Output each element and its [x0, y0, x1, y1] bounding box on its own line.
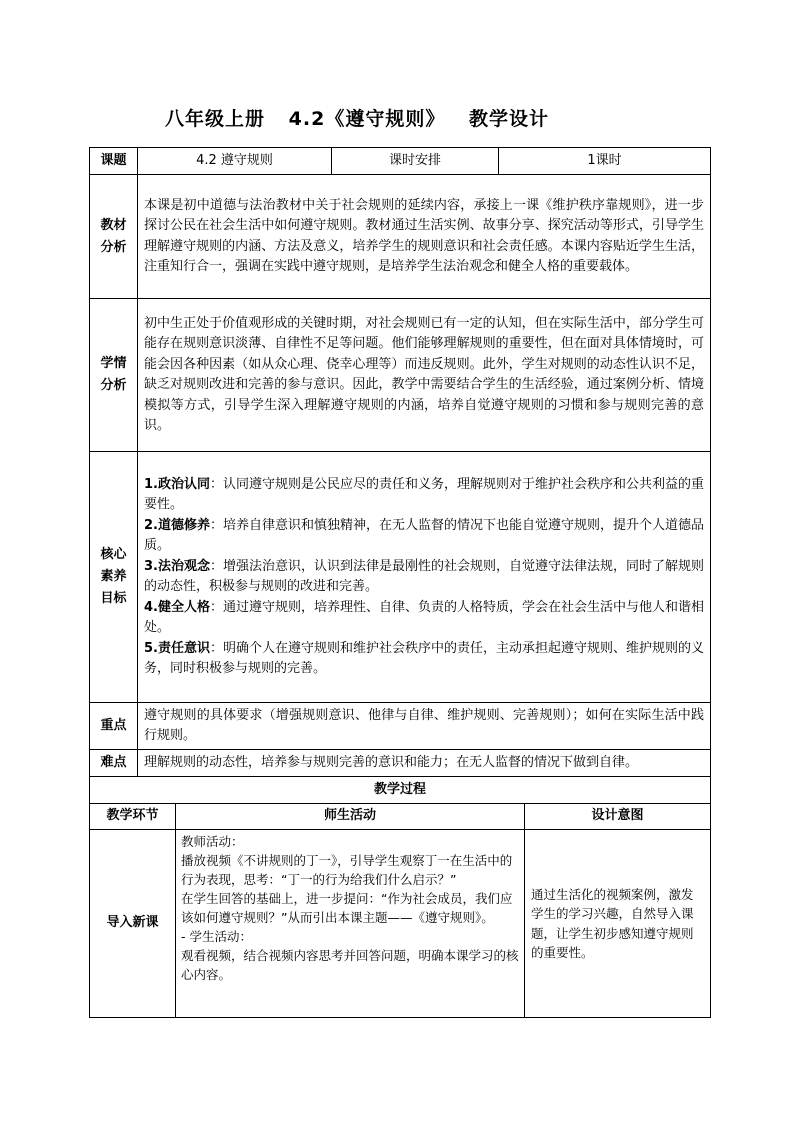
topic-row	[90, 148, 711, 175]
goals-label	[90, 452, 138, 703]
activity-line: 观看视频，结合视频内容思考并回答问题，明确本课学习的核心内容。	[181, 948, 519, 982]
textbook-label-line2: 分析	[100, 239, 127, 255]
process-row	[90, 830, 711, 1018]
key-point-row	[90, 703, 711, 750]
goal-head: 5.责任意识	[144, 640, 210, 656]
goal-head: 1.政治认同	[144, 476, 210, 492]
textbook-label-line1: 教材	[100, 217, 127, 233]
goal-item	[144, 475, 704, 516]
goal-text: ：通过遵守规则，培养理性、自律、负责的人格特质，学会在社会生活中与他人和谐相处。	[144, 599, 704, 635]
activity-line: 教师活动：	[181, 834, 244, 849]
students-label	[90, 299, 138, 452]
schedule-value: 1课时	[499, 148, 711, 175]
goal-text: ：增强法治意识，认识到法律是最刚性的社会规则，自觉遵守法律法规，同时了解规则的动态性，积极参与规则的改进和完善。	[144, 558, 704, 594]
goal-item	[144, 639, 704, 680]
goal-text: ：明确个人在遵守规则和维护社会秩序中的责任，主动承担起遵守规则、维护规则的义务，同时积极参与规则的完善。	[144, 640, 704, 676]
difficulty-text: 理解规则的动态性，培养参与规则完善的意识和能力；在无人监督的情况下做到自律。	[138, 750, 711, 777]
students-label-line2: 分析	[100, 378, 127, 393]
process-header-row	[90, 804, 711, 830]
goal-head: 2.道德修养	[144, 517, 210, 533]
goal-text: ：培养自律意识和慎独精神，在无人监督的情况下也能自觉遵守规则，提升个人道德品质。	[144, 517, 704, 553]
topic-label: 课题	[90, 148, 138, 175]
activity-line: 播放视频《不讲规则的丁一》，引导学生观察丁一在生活中的行为表现，思考：“丁一的行为给我们什么启示？”	[181, 853, 513, 887]
document-title	[0, 104, 714, 131]
process-intent: 通过生活化的视频案例，激发学生的学习兴趣，自然导入课题，让学生初步感知遵守规则的重要性。	[525, 830, 711, 1018]
goals-label-line3: 目标	[100, 591, 127, 606]
activity-line: - 学生活动：	[181, 929, 252, 944]
activity-line: 在学生回答的基础上，进一步提问：“作为社会成员，我们应该如何遵守规则？”从而引出本课主题——《遵守规则》。	[181, 891, 513, 925]
students-row	[90, 299, 711, 452]
goal-item	[144, 557, 704, 598]
goal-item	[144, 516, 704, 557]
process-activity	[176, 830, 525, 1018]
key-point-label: 重点	[90, 703, 138, 750]
title-grade: 八年级上册	[165, 108, 266, 130]
title-suffix: 教学设计	[468, 108, 549, 130]
process-title-row	[90, 777, 711, 804]
textbook-label	[90, 175, 138, 299]
students-label-line1: 学情	[100, 356, 127, 371]
col-intent-header: 设计意图	[525, 804, 711, 830]
goal-head: 4.健全人格	[144, 599, 210, 615]
textbook-row	[90, 175, 711, 299]
topic-value: 4.2 遵守规则	[138, 148, 332, 175]
key-point-text: 遵守规则的具体要求（增强规则意识、他律与自律、维护规则、完善规则）；如何在实际生活中践行规则。	[138, 703, 711, 750]
goals-row	[90, 452, 711, 703]
textbook-text: 本课是初中道德与法治教材中关于社会规则的延续内容，承接上一课《维护秩序靠规则》，进一步探讨公民在社会生活中如何遵守规则。教材通过生活实例、故事分享、探究活动等形式，引导学生理解遵守规则的内涵、方法及意义，培养学生的规则意识和社会责任感。本课内容贴近学生生活，注重知行合一，强调在实践中遵守规则，是培养学生法治观念和健全人格的重要载体。	[138, 175, 711, 299]
lesson-plan-table	[89, 147, 711, 1018]
goal-text: ：认同遵守规则是公民应尽的责任和义务，理解规则对于维护社会秩序和公共利益的重要性。	[144, 476, 704, 512]
difficulty-label: 难点	[90, 750, 138, 777]
col-activity-header: 师生活动	[176, 804, 525, 830]
difficulty-row	[90, 750, 711, 777]
goals-content	[138, 452, 711, 703]
goals-label-line1: 核心	[100, 547, 127, 562]
goal-item	[144, 598, 704, 639]
process-stage: 导入新课	[90, 830, 176, 1018]
title-lesson: 4.2《遵守规则》	[288, 108, 446, 130]
goals-label-line2: 素养	[100, 569, 127, 584]
goal-head: 3.法治观念	[144, 558, 210, 574]
students-text: 初中生正处于价值观形成的关键时期，对社会规则已有一定的认知，但在实际生活中，部分学生可能存在规则意识淡薄、自律性不足等问题。他们能够理解规则的重要性，但在面对具体情境时，可能会因各种因素（如从众心理、侥幸心理等）而违反规则。此外，学生对规则的动态性认识不足，缺乏对规则改进和完善的参与意识。因此，教学中需要结合学生的生活经验，通过案例分析、情境模拟等方式，引导学生深入理解遵守规则的内涵，培养自觉遵守规则的习惯和参与规则完善的意识。	[138, 299, 711, 452]
col-stage-header: 教学环节	[90, 804, 176, 830]
process-section-title: 教学过程	[90, 777, 711, 804]
schedule-label: 课时安排	[332, 148, 499, 175]
